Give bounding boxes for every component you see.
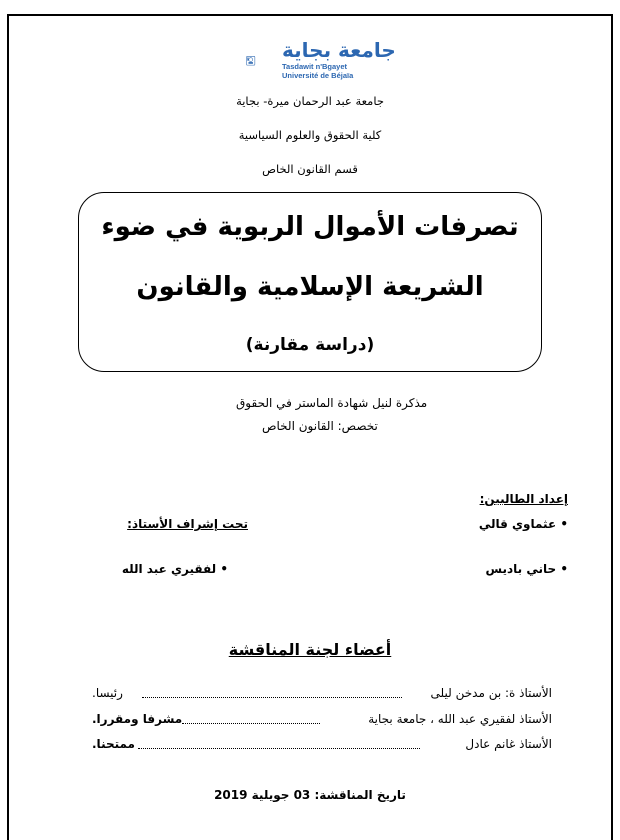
member-name: الأستاذ ة: بن مدخن ليلى	[430, 686, 552, 700]
department-name: قسم القانون الخاص	[262, 162, 358, 176]
bullet-icon: •	[560, 562, 568, 576]
university-logo-icon	[246, 40, 282, 82]
committee-title: أعضاء لجنة المناقشة	[228, 640, 392, 659]
member-name: الأستاذ لفقيري عبد الله ، جامعة بجاية	[368, 712, 552, 726]
dotted-leader	[182, 723, 320, 724]
member-role: رئيسا.	[92, 686, 123, 700]
logo-arabic-text: جامعة بجاية	[282, 38, 396, 62]
member-role: ممتحنا.	[92, 737, 135, 751]
students-label: إعداد الطالبين:	[479, 492, 568, 506]
student-name: حاني باديس	[485, 562, 557, 576]
defense-date: تاريخ المناقشة: 03 جويلية 2019	[214, 788, 406, 802]
supervisor-label: تحت إشراف الأستاذ:	[127, 517, 248, 531]
student-name: عثماوي قالي	[478, 517, 557, 531]
member-role: مشرفا ومقررا.	[92, 712, 183, 726]
dotted-leader	[142, 697, 402, 698]
university-name: جامعة عبد الرحمان ميرة- بجاية	[236, 94, 384, 108]
logo-kabyle-text: Tasdawit n'Bgayet	[282, 62, 347, 71]
thesis-title-line1: تصرفات الأموال الربوية في ضوء	[101, 212, 519, 242]
committee-member	[92, 686, 552, 702]
faculty-name: كلية الحقوق والعلوم السياسية	[238, 128, 382, 142]
supervisor-entry	[122, 562, 228, 576]
bullet-icon: •	[220, 562, 228, 576]
student-1	[479, 517, 568, 531]
supervisor-name: لفقيري عبد الله	[121, 562, 217, 576]
degree-line: مذكرة لنيل شهادة الماستر في الحقوق	[236, 396, 428, 410]
dotted-leader	[138, 748, 420, 749]
specialty-line: تخصص: القانون الخاص	[262, 419, 378, 433]
thesis-title-line2: الشريعة الإسلامية والقانون	[136, 272, 484, 302]
thesis-subtitle: (دراسة مقارنة)	[245, 335, 375, 355]
committee-member	[92, 712, 552, 728]
bullet-icon: •	[560, 517, 568, 531]
student-2	[486, 562, 568, 576]
member-name: الأستاذ غانم عادل	[465, 737, 552, 751]
committee-member	[92, 737, 552, 753]
logo-french-text: Université de Béjaïa	[282, 71, 354, 80]
